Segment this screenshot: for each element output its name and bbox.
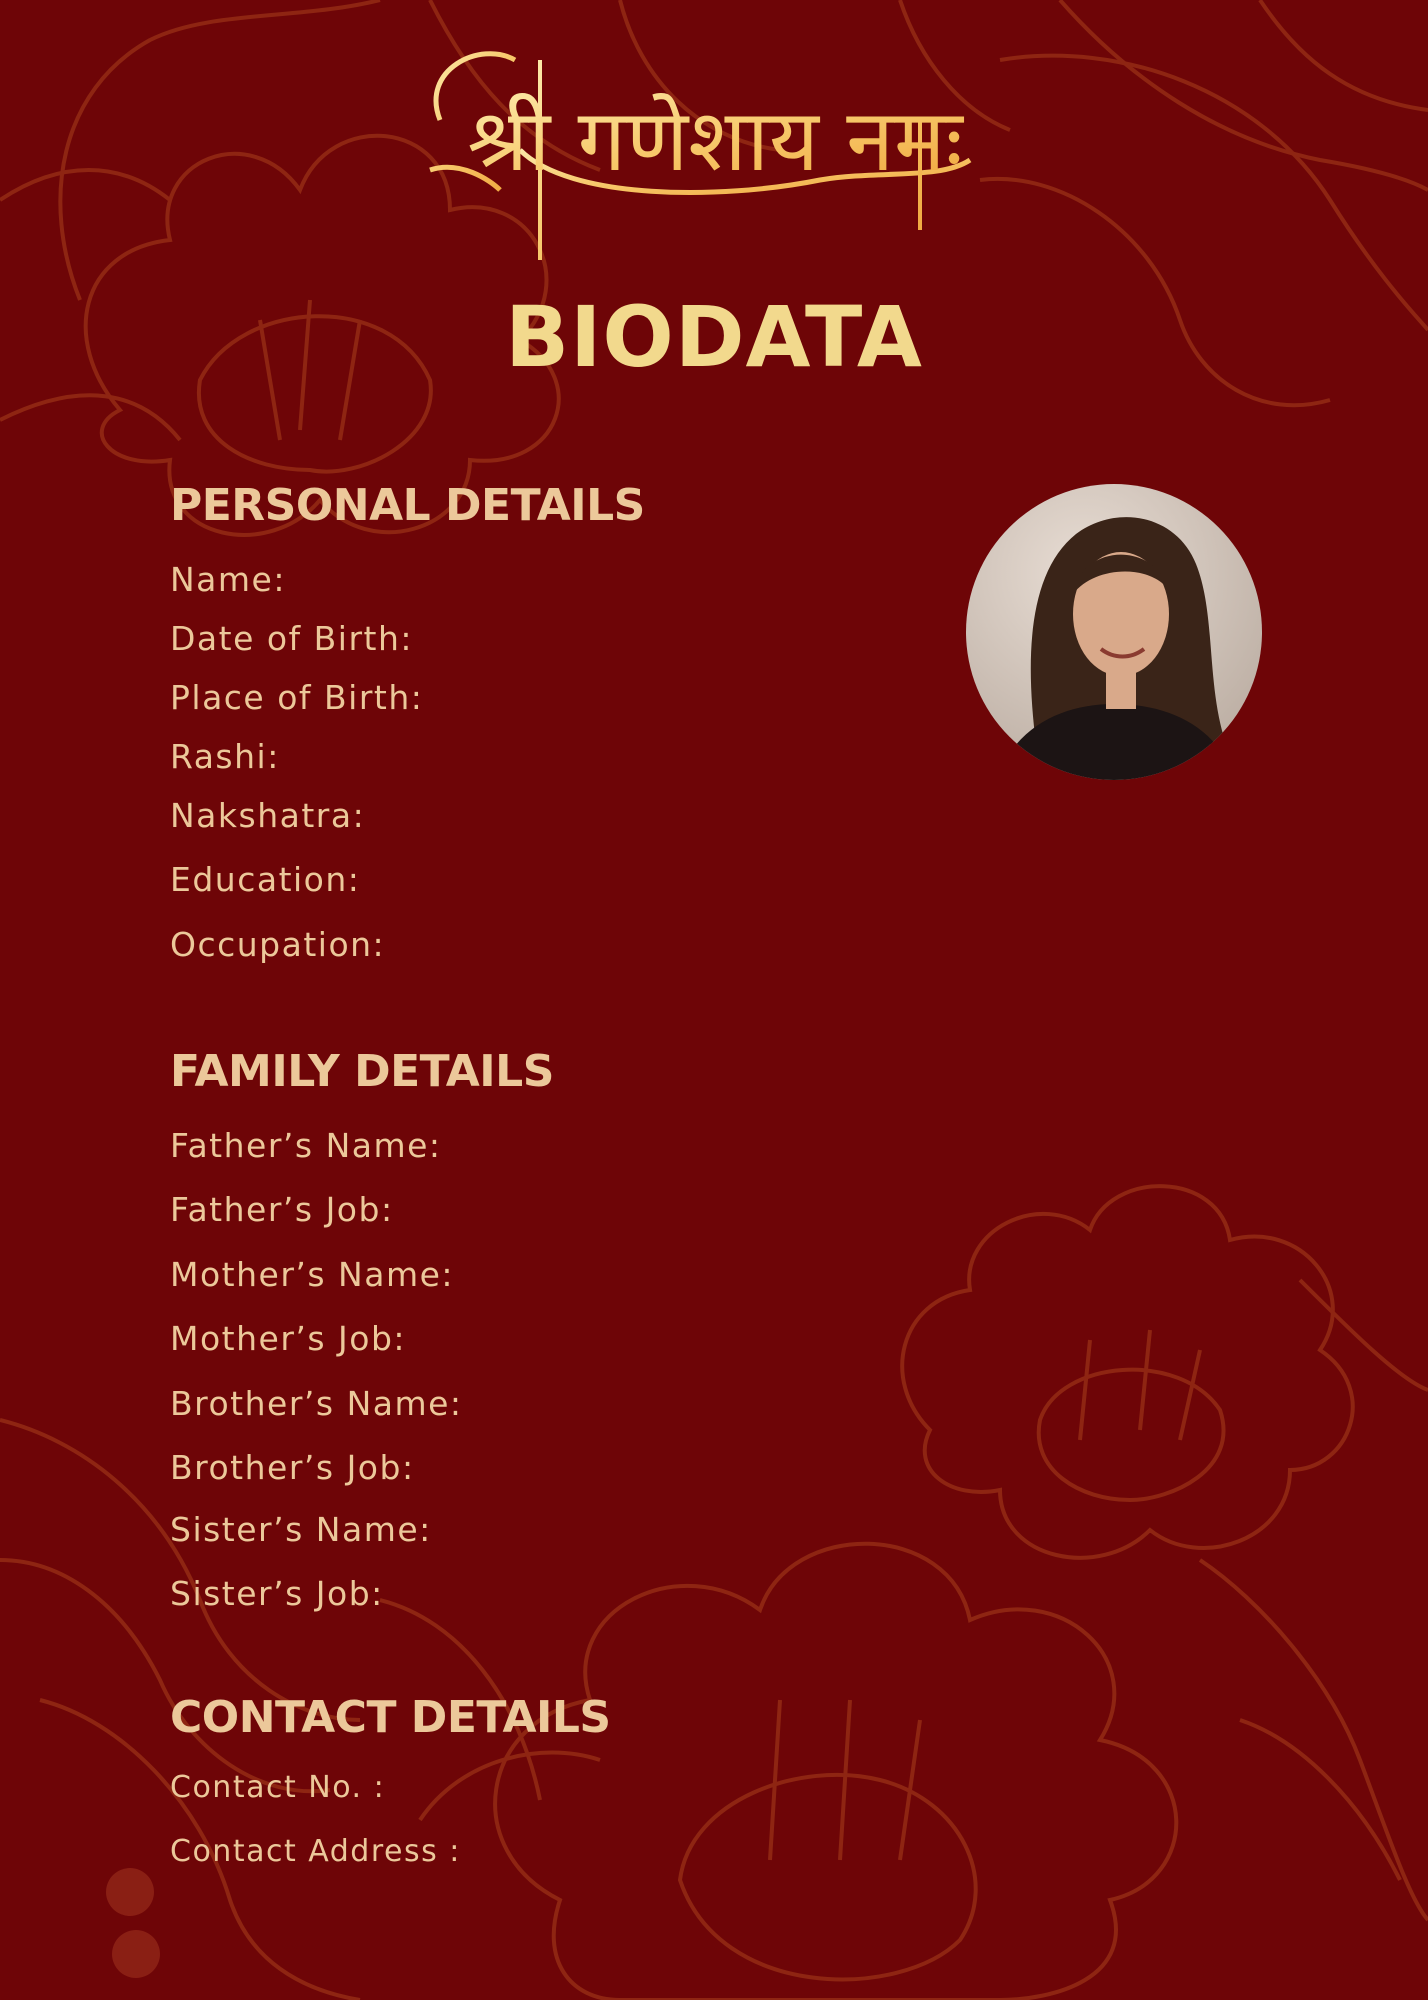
field-mothers-name: Mother’s Name: [170,1255,455,1294]
field-fathers-job: Father’s Job: [170,1190,394,1229]
family-details-heading: FAMILY DETAILS [170,1046,554,1097]
field-place-of-birth: Place of Birth: [170,678,424,717]
shree-ganeshaya-namah-logo [420,30,1010,270]
field-contact-number: Contact No. : [170,1770,386,1805]
field-education: Education: [170,860,361,899]
field-occupation: Occupation: [170,925,386,964]
field-date-of-birth: Date of Birth: [170,619,414,658]
field-fathers-name: Father’s Name: [170,1126,442,1165]
field-rashi: Rashi: [170,737,280,776]
field-nakshatra: Nakshatra: [170,796,366,835]
field-mothers-job: Mother’s Job: [170,1319,407,1358]
personal-details-heading: PERSONAL DETAILS [170,480,645,531]
field-name: Name: [170,560,286,599]
field-brothers-name: Brother’s Name: [170,1384,463,1423]
contact-details-heading: CONTACT DETAILS [170,1692,611,1743]
field-brothers-job: Brother’s Job: [170,1448,415,1487]
decorative-dots [100,1862,170,1982]
profile-photo [966,484,1262,780]
field-sisters-name: Sister’s Name: [170,1510,432,1549]
field-sisters-job: Sister’s Job: [170,1574,384,1613]
page-title: BIODATA [505,288,923,386]
svg-text:श्री गणेशाय नमः: श्री गणेशाय नमः [467,91,963,191]
field-contact-address: Contact Address : [170,1834,461,1869]
